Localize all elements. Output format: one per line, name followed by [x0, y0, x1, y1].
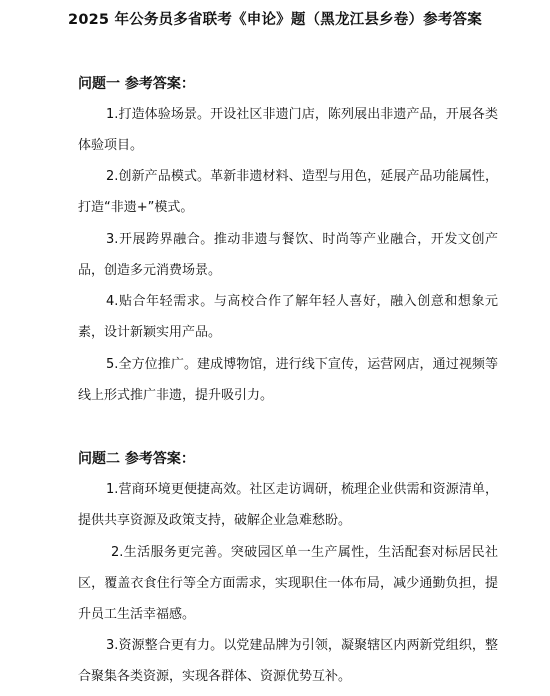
document-title: 2025 年公务员多省联考《申论》题（黑龙江县乡卷）参考答案: [68, 12, 482, 28]
answer-paragraph: 3.资源整合更有力。以党建品牌为引领，凝聚辖区内两新党组织，整合聚集各类资源，实现各群体、资源优势互补。: [78, 638, 498, 684]
answer-paragraph: 2.生活服务更完善。突破园区单一生产属性，生活配套对标居民社区，覆盖衣食住行等全方面需求，实现职住一体布局，减少通勤负担，提升员工生活幸福感。: [78, 545, 498, 622]
answer-paragraph: 5.全方位推广。建成博物馆，进行线下宣传，运营网店，通过视频等线上形式推广非遗，提升吸引力。: [78, 357, 498, 403]
answer-paragraph: 1.营商环境更便捷高效。社区走访调研，梳理企业供需和资源清单，提供共享资源及政策支持，破解企业急难愁盼。: [78, 482, 498, 528]
answer-paragraph: 3.开展跨界融合。推动非遗与餐饮、时尚等产业融合，开发文创产品，创造多元消费场景。: [78, 232, 498, 278]
answer-paragraph: 2.创新产品模式。革新非遗材料、造型与用色，延展产品功能属性，打造“非遗+”模式。: [78, 169, 498, 215]
section-heading-2: 问题二 参考答案：: [78, 451, 195, 467]
answer-paragraph: 4.贴合年轻需求。与高校合作了解年轻人喜好，融入创意和想象元素，设计新颖实用产品。: [78, 294, 498, 340]
answer-paragraph: 1.打造体验场景。开设社区非遗门店，陈列展出非遗产品，开展各类体验项目。: [78, 107, 498, 153]
section-heading-1: 问题一 参考答案：: [78, 76, 195, 92]
